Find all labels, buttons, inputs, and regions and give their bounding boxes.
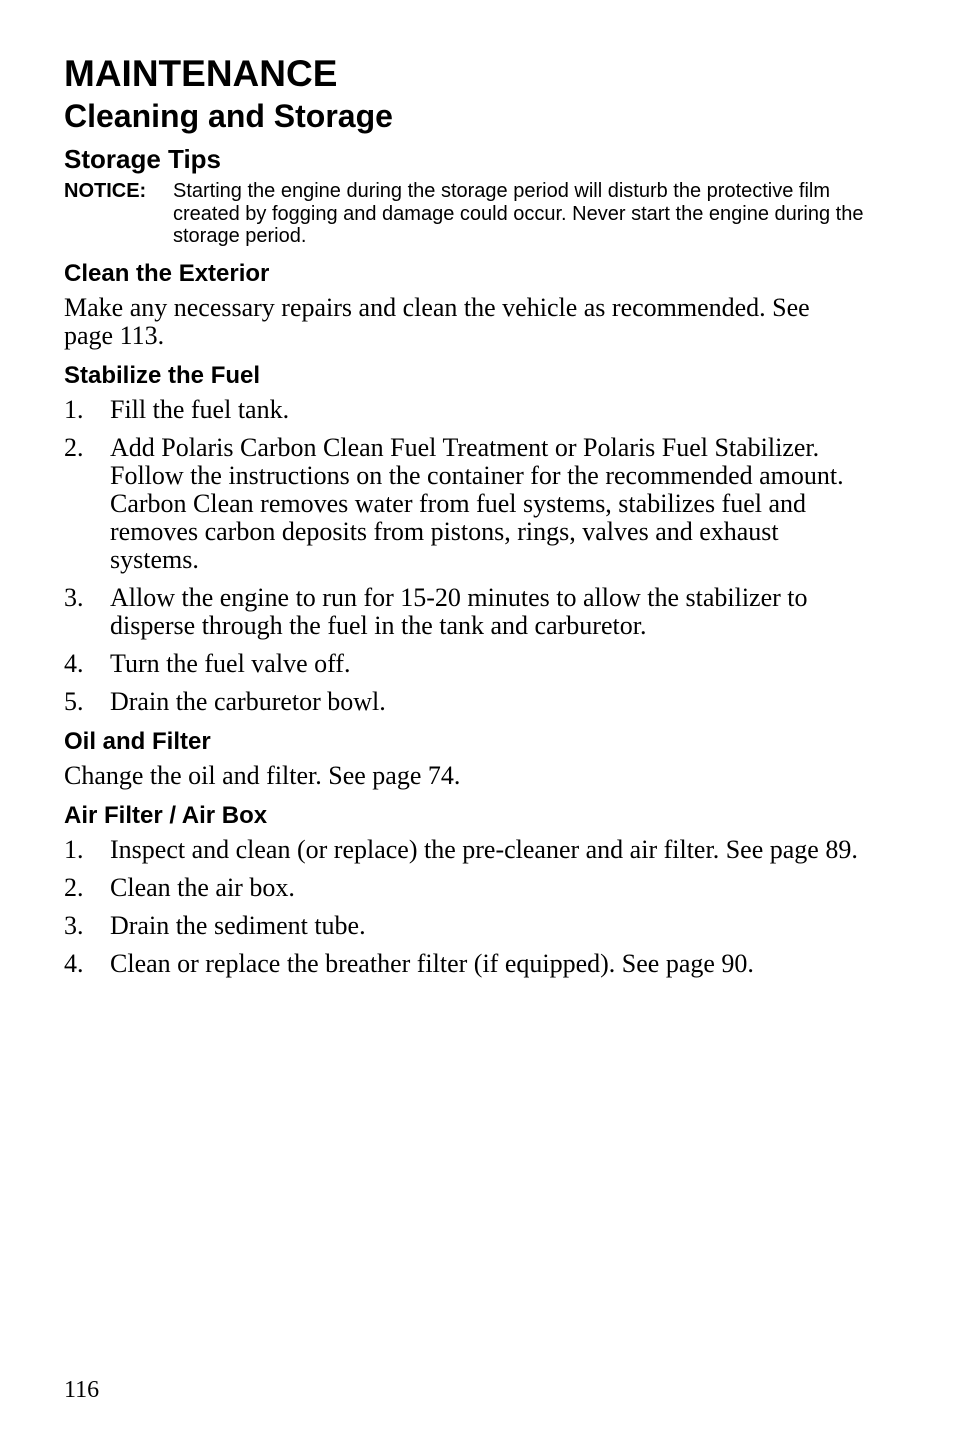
step-text: Inspect and clean (or replace) the pre-cleaner and air filter. See page 89.: [110, 834, 858, 864]
step-number: 1.: [64, 834, 84, 864]
list-item: [64, 874, 864, 902]
step-text: Drain the sediment tube.: [110, 910, 366, 940]
step-text: Turn the fuel valve off.: [110, 648, 351, 678]
air-filter-steps: [64, 836, 864, 978]
heading-clean-exterior: Clean the Exterior: [64, 259, 270, 287]
list-item: [64, 396, 864, 424]
list-item: [64, 434, 864, 574]
manual-page: [64, 52, 864, 988]
step-text: Fill the fuel tank.: [110, 394, 290, 424]
subsection-title: Storage Tips: [64, 144, 222, 174]
clean-exterior-text: Make any necessary repairs and clean the vehicle as recommended. See page 113.: [64, 292, 810, 350]
step-number: 4.: [64, 648, 84, 678]
step-text: Clean the air box.: [110, 872, 295, 902]
list-item: [64, 950, 864, 978]
section-title: Cleaning and Storage: [64, 98, 393, 134]
step-number: 1.: [64, 394, 84, 424]
heading-stabilize-fuel: Stabilize the Fuel: [64, 361, 261, 389]
stabilize-fuel-steps: [64, 396, 864, 716]
step-number: 3.: [64, 582, 84, 612]
list-item: [64, 688, 864, 716]
page-number: 116: [64, 1377, 100, 1403]
list-item: [64, 912, 864, 940]
notice-label: NOTICE:: [64, 180, 147, 202]
heading-oil-filter: Oil and Filter: [64, 727, 211, 755]
step-text: Add Polaris Carbon Clean Fuel Treatment or Polaris Fuel Stabilizer. Follow the instructions on the container for the recommended amount. Carbon Clean removes water from fuel systems, stabilizes fuel and removes carbon deposits from pistons, rings, valves and exhaust systems.: [110, 432, 844, 574]
step-text: Clean or replace the breather filter (if equipped). See page 90.: [110, 948, 754, 978]
notice-block: [64, 180, 864, 248]
step-text: Drain the carburetor bowl.: [110, 686, 386, 716]
step-text: Allow the engine to run for 15-20 minutes to allow the stabilizer to disperse through the fuel in the tank and carburetor.: [110, 582, 808, 640]
step-number: 2.: [64, 432, 84, 462]
list-item: [64, 650, 864, 678]
list-item: [64, 836, 864, 864]
list-item: [64, 584, 864, 640]
step-number: 2.: [64, 872, 84, 902]
step-number: 5.: [64, 686, 84, 716]
heading-air-filter: Air Filter / Air Box: [64, 801, 268, 829]
oil-filter-text: Change the oil and filter. See page 74.: [64, 760, 461, 790]
chapter-title: MAINTENANCE: [64, 53, 338, 94]
notice-text: Starting the engine during the storage period will disturb the protective film created by fogging and damage could occur. Never start the engine during the storage period.: [173, 180, 864, 247]
step-number: 4.: [64, 948, 84, 978]
step-number: 3.: [64, 910, 84, 940]
